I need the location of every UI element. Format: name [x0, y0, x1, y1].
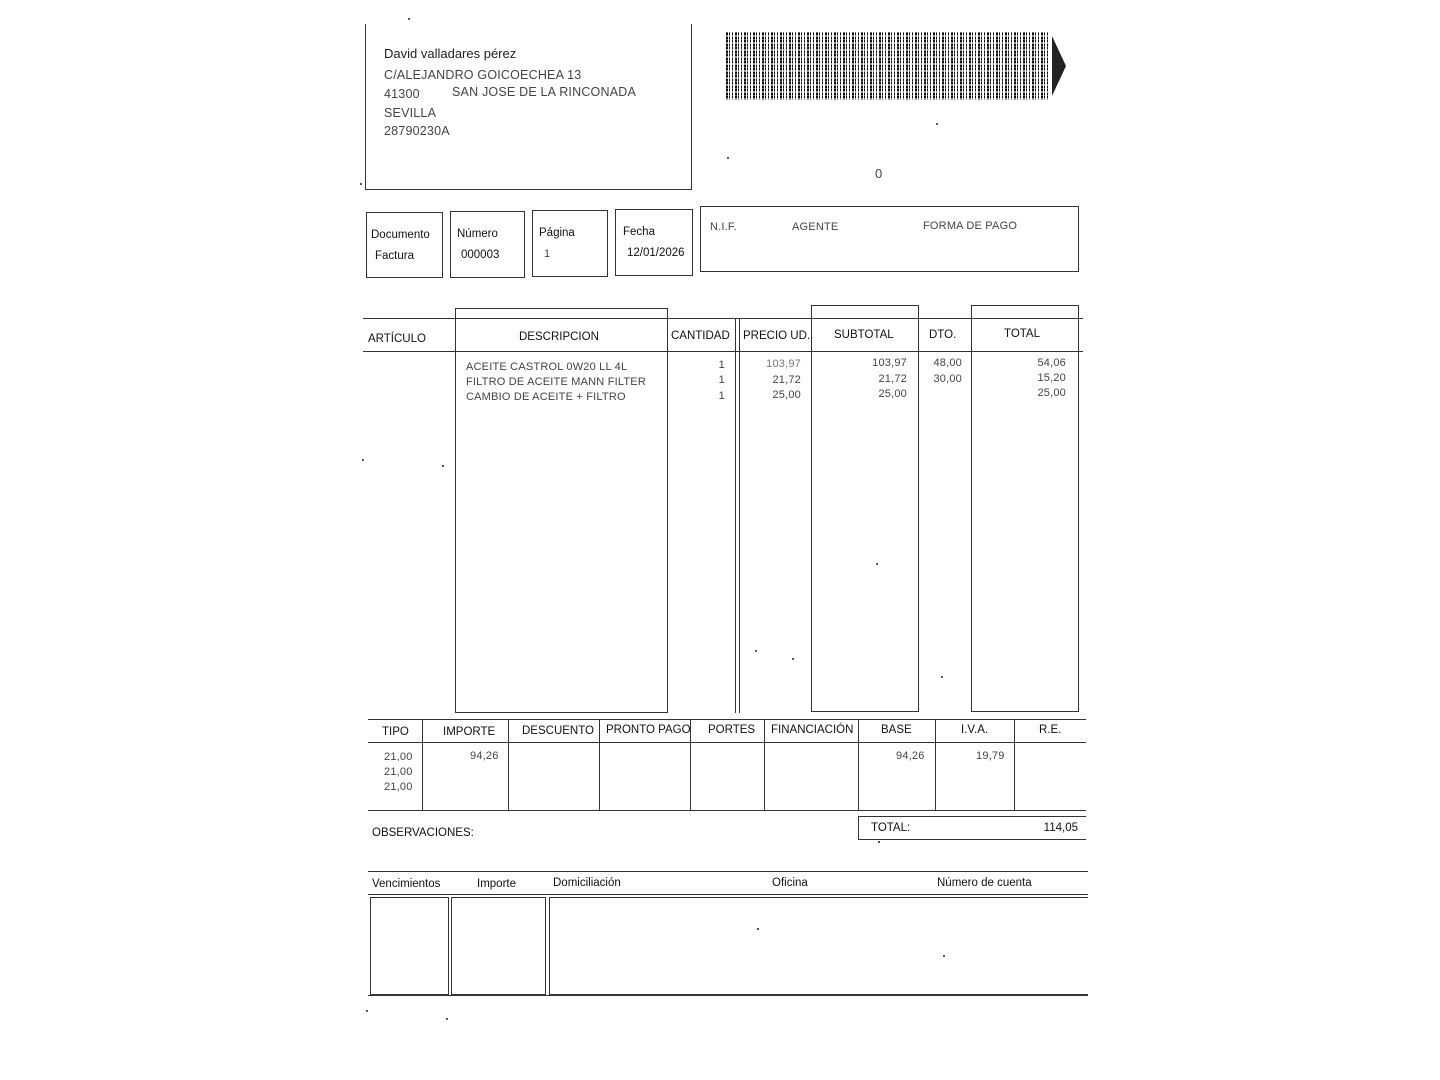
tax-importe: 94,26: [470, 750, 499, 762]
scan-speck: [792, 658, 794, 660]
item-3-total: 25,00: [1037, 387, 1066, 399]
forma-pago-label: FORMA DE PAGO: [923, 220, 1018, 232]
scan-speck: [446, 1018, 448, 1020]
documento-label: Documento: [371, 229, 430, 241]
total-header: TOTAL: [1004, 328, 1040, 340]
precio-header: PRECIO UD.: [743, 330, 811, 342]
fecha-value: 12/01/2026: [627, 247, 685, 259]
customer-nif: 28790230A: [384, 124, 450, 138]
barcode-image: [726, 32, 1048, 100]
tax-tipo-1: 21,00: [384, 751, 413, 763]
scan-speck: [757, 928, 759, 930]
total-line-top: [858, 816, 1086, 817]
barcode-arrow-icon: [1052, 36, 1066, 96]
item-3-precio: 25,00: [772, 389, 801, 401]
articulo-header: ARTÍCULO: [368, 333, 426, 345]
item-1-total: 54,06: [1037, 357, 1066, 369]
scan-speck: [876, 563, 878, 565]
tax-divider-2: [508, 719, 509, 810]
fecha-box: [615, 209, 693, 276]
cantidad-header: CANTIDAD: [671, 330, 730, 342]
payment-line-bottom: [368, 995, 1088, 996]
tax-header-line-top: [368, 719, 1086, 720]
descripcion-header: DESCRIPCION: [519, 331, 599, 343]
header-mark: 0: [875, 166, 883, 181]
tax-header-financiacion: FINANCIACIÓN: [771, 724, 854, 736]
tax-header-importe: IMPORTE: [443, 726, 496, 738]
scan-speck: [362, 459, 364, 461]
item-3-cantidad: 1: [718, 390, 725, 402]
pagina-box: [532, 210, 608, 277]
payment-line-header: [368, 894, 1088, 895]
tax-base: 94,26: [896, 750, 925, 762]
tax-header-tipo: TIPO: [382, 726, 409, 738]
scan-speck: [360, 183, 362, 185]
numero-value: 000003: [461, 249, 500, 261]
tax-divider-6: [858, 719, 859, 810]
item-3-subtotal: 25,00: [878, 388, 907, 400]
documento-value: Factura: [375, 250, 414, 262]
scan-speck: [941, 676, 943, 678]
customer-city: SAN JOSE DE LA RINCONADA: [452, 85, 637, 99]
tax-divider-5: [764, 719, 765, 810]
item-1-descripcion: ACEITE CASTROL 0W20 LL 4L: [466, 361, 628, 373]
tax-divider-8: [1014, 719, 1015, 810]
tax-body-line-bottom: [368, 810, 1086, 811]
tax-divider-7: [935, 719, 936, 810]
total-line-bottom: [858, 839, 1086, 840]
tax-divider-3: [599, 719, 600, 810]
nif-label: N.I.F.: [710, 221, 737, 233]
tax-header-pronto-pago: PRONTO PAGO: [606, 724, 691, 736]
pagina-label: Página: [539, 227, 575, 239]
subtotal-header: SUBTOTAL: [834, 329, 894, 341]
item-2-descripcion: FILTRO DE ACEITE MANN FILTER: [466, 376, 646, 388]
customer-postal-code: 41300: [384, 87, 420, 101]
numero-cuenta-header: Número de cuenta: [937, 877, 1032, 889]
item-1-precio: 103,97: [766, 358, 801, 370]
scan-speck: [408, 18, 410, 20]
scan-speck: [878, 841, 880, 843]
tax-tipo-3: 21,00: [384, 781, 413, 793]
tax-header-line-bottom: [368, 742, 1086, 743]
total-value: 114,05: [1043, 822, 1078, 834]
item-2-precio: 21,72: [772, 374, 801, 386]
importe-cell: [451, 897, 546, 995]
importe-header: Importe: [477, 878, 516, 890]
observaciones-label: OBSERVACIONES:: [372, 827, 474, 839]
tax-header-portes: PORTES: [708, 724, 756, 736]
customer-name: David valladares pérez: [384, 46, 517, 61]
agente-label: AGENTE: [792, 221, 839, 233]
vencimientos-header: Vencimientos: [372, 878, 441, 890]
cantidad-column-divider: [735, 318, 736, 713]
numero-label: Número: [457, 228, 498, 240]
dto-header: DTO.: [929, 329, 957, 341]
scan-speck: [366, 1010, 368, 1012]
customer-province: SEVILLA: [384, 106, 437, 120]
item-2-dto: 30,00: [933, 373, 962, 385]
scan-speck: [727, 157, 729, 159]
fecha-label: Fecha: [623, 226, 655, 238]
domiciliacion-header: Domiciliación: [553, 877, 621, 889]
tax-header-descuento: DESCUENTO: [522, 725, 594, 737]
total-label: TOTAL:: [871, 822, 911, 834]
item-2-cantidad: 1: [718, 374, 725, 386]
scan-speck: [755, 650, 757, 652]
item-1-subtotal: 103,97: [872, 357, 907, 369]
item-2-subtotal: 21,72: [878, 373, 907, 385]
scan-speck: [442, 465, 444, 467]
documento-box: [366, 212, 443, 278]
item-3-descripcion: CAMBIO DE ACEITE + FILTRO: [466, 391, 626, 403]
tax-header-re: R.E.: [1039, 724, 1062, 736]
tax-tipo-2: 21,00: [384, 766, 413, 778]
payment-line-top: [368, 871, 1088, 872]
scan-speck: [936, 123, 938, 125]
customer-address: C/ALEJANDRO GOICOECHEA 13: [384, 68, 582, 82]
item-2-total: 15,20: [1037, 372, 1066, 384]
oficina-header: Oficina: [772, 877, 808, 889]
tax-iva: 19,79: [976, 750, 1005, 762]
vencimientos-cell: [370, 897, 449, 995]
numero-box: [450, 211, 525, 278]
tax-header-base: BASE: [881, 724, 912, 736]
nif-agente-box: [700, 206, 1079, 272]
item-1-dto: 48,00: [933, 357, 962, 369]
scan-speck: [943, 955, 945, 957]
tax-header-iva: I.V.A.: [961, 724, 989, 736]
pagina-value: 1: [544, 248, 551, 260]
tax-divider-1: [422, 719, 423, 810]
domiciliacion-cell: [549, 897, 1088, 995]
total-line-left: [858, 816, 859, 839]
item-1-cantidad: 1: [718, 359, 725, 371]
